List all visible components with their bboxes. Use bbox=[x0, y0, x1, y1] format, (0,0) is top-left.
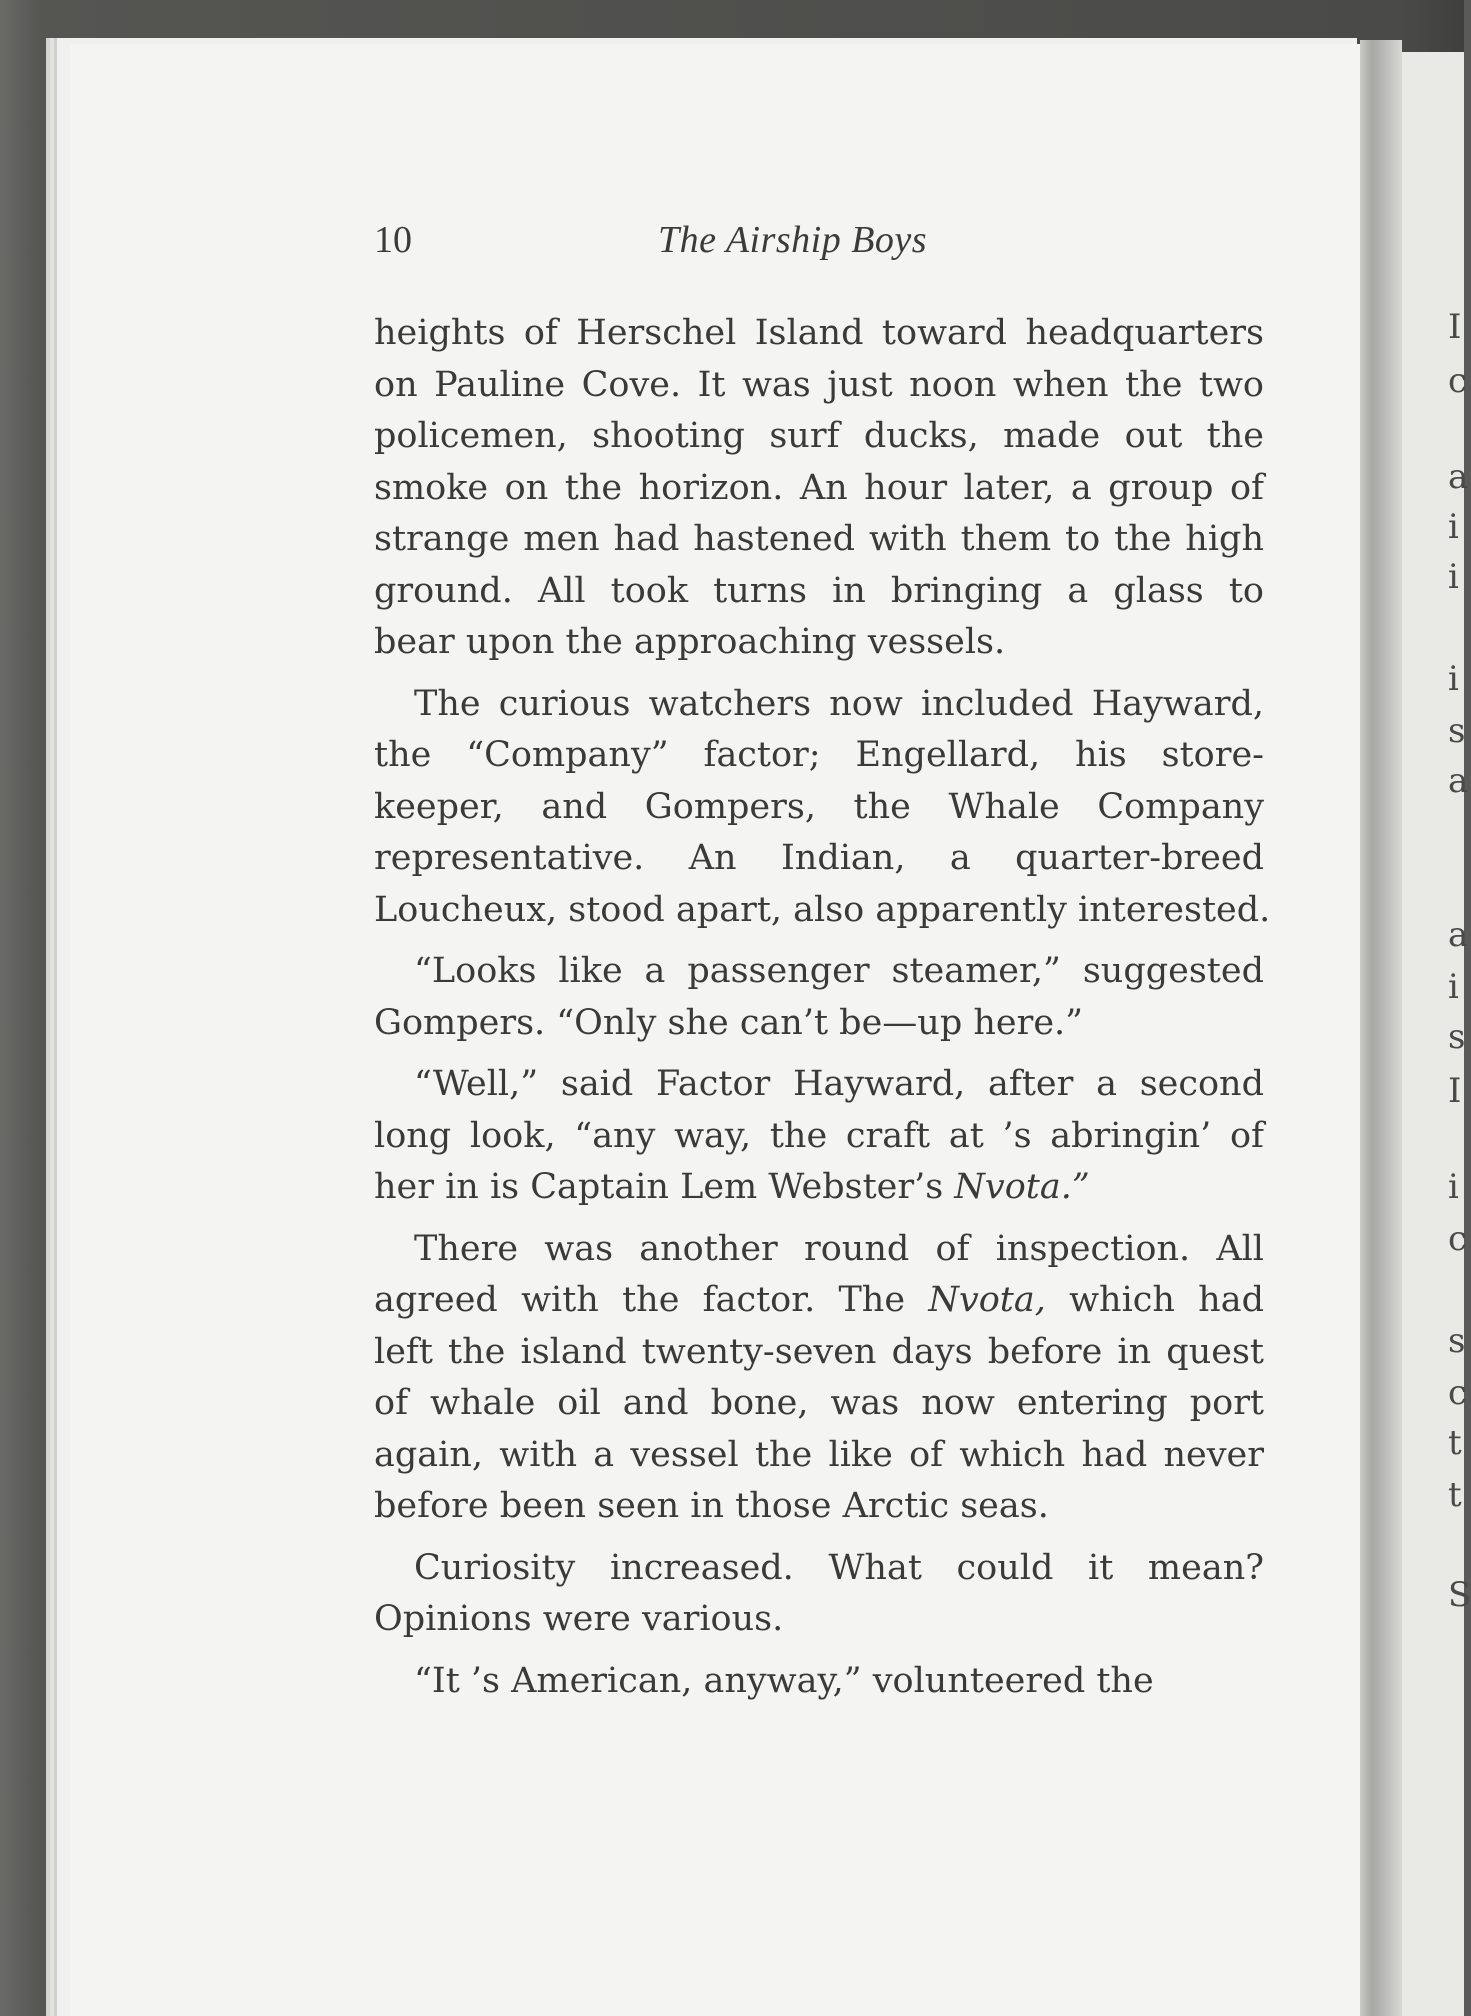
body-text bbox=[374, 308, 1271, 1707]
text-line: of whale oil and bone, was now entering port bbox=[374, 1383, 1264, 1423]
facing-page-letter: I bbox=[1448, 1071, 1462, 1111]
text-line: Curiosity increased. What could it mean? bbox=[414, 1547, 1264, 1588]
facing-page-letter: a bbox=[1448, 761, 1469, 801]
text-line: Opinions were various. bbox=[374, 1599, 784, 1639]
text-line: “Well,” said Factor Hayward, after a second bbox=[414, 1064, 1264, 1104]
facing-page-letter: a bbox=[1448, 457, 1469, 497]
gutter-shadow bbox=[1360, 40, 1402, 2016]
text-line: again, with a vessel the like of which had never bbox=[374, 1434, 1264, 1475]
text-line: “It ’s American, anyway,” volunteered the bbox=[414, 1660, 1154, 1701]
paragraph bbox=[374, 1543, 1264, 1646]
paragraph bbox=[374, 946, 1264, 1049]
facing-page-letter: i bbox=[1448, 967, 1459, 1007]
book-title: The Airship Boys bbox=[658, 219, 928, 261]
text-line: representative. An Indian, a quarter-breed bbox=[374, 838, 1264, 878]
text-line: on Pauline Cove. It was just noon when the two bbox=[374, 364, 1264, 405]
text-line: the “Company” factor; Engellard, his store- bbox=[374, 735, 1264, 775]
text-line: policemen, shooting surf ducks, made out the bbox=[374, 416, 1264, 456]
text-line: The curious watchers now included Hayward, bbox=[414, 683, 1264, 724]
text-line: left the island twenty-seven days before in quest bbox=[374, 1331, 1264, 1372]
text-line: Gompers. “Only she can’t be—up here.” bbox=[374, 1002, 1084, 1043]
text-line: heights of Herschel Island toward headquarters bbox=[374, 313, 1264, 353]
facing-page-letter: c bbox=[1448, 1373, 1468, 1413]
facing-page-letter: i bbox=[1448, 557, 1459, 597]
facing-page-letter: i bbox=[1448, 1167, 1459, 1207]
facing-page-letter: I bbox=[1448, 307, 1462, 347]
facing-page-letter: s bbox=[1448, 1017, 1466, 1057]
facing-page-letter: s bbox=[1448, 1321, 1466, 1361]
text-line: keeper, and Gompers, the Whale Company bbox=[374, 786, 1264, 827]
text-line: smoke on the horizon. An hour later, a group of bbox=[374, 467, 1264, 508]
paragraph bbox=[374, 679, 1271, 937]
paragraph bbox=[374, 1059, 1264, 1214]
text-line: before been seen in those Arctic seas. bbox=[374, 1486, 1049, 1526]
text-line: bear upon the approaching vessels. bbox=[374, 622, 1006, 662]
facing-page-letter: t bbox=[1448, 1475, 1462, 1515]
text-line: agreed with the factor. The Nvota, which had bbox=[374, 1280, 1264, 1320]
facing-page-letter: a bbox=[1448, 915, 1469, 955]
paragraph bbox=[374, 308, 1264, 669]
running-head bbox=[374, 218, 1264, 268]
text-line: long look, “any way, the craft at ’s abringin’ of bbox=[374, 1115, 1264, 1156]
facing-page-letter: t bbox=[1448, 1423, 1462, 1463]
text-line: strange men had hastened with them to the high bbox=[374, 519, 1264, 559]
text-line: There was another round of inspection. All bbox=[414, 1228, 1264, 1269]
facing-page-letter: i bbox=[1448, 659, 1459, 699]
facing-page-letter: i bbox=[1448, 507, 1459, 547]
paragraph bbox=[374, 1656, 1264, 1708]
paragraph bbox=[374, 1224, 1264, 1533]
facing-page-letter: S bbox=[1448, 1575, 1471, 1615]
text-line: Loucheux, stood apart, also apparently interested. bbox=[374, 889, 1271, 930]
facing-page-letter: c bbox=[1448, 1219, 1468, 1259]
facing-page-letter: s bbox=[1448, 711, 1466, 751]
facing-page-letter: c bbox=[1448, 361, 1468, 401]
text-line: “Looks like a passenger steamer,” suggested bbox=[414, 951, 1264, 991]
text-line: her in is Captain Lem Webster’s Nvota.” bbox=[374, 1167, 1090, 1207]
text-line: ground. All took turns in bringing a glass to bbox=[374, 570, 1264, 611]
page-number: 10 bbox=[374, 219, 412, 261]
